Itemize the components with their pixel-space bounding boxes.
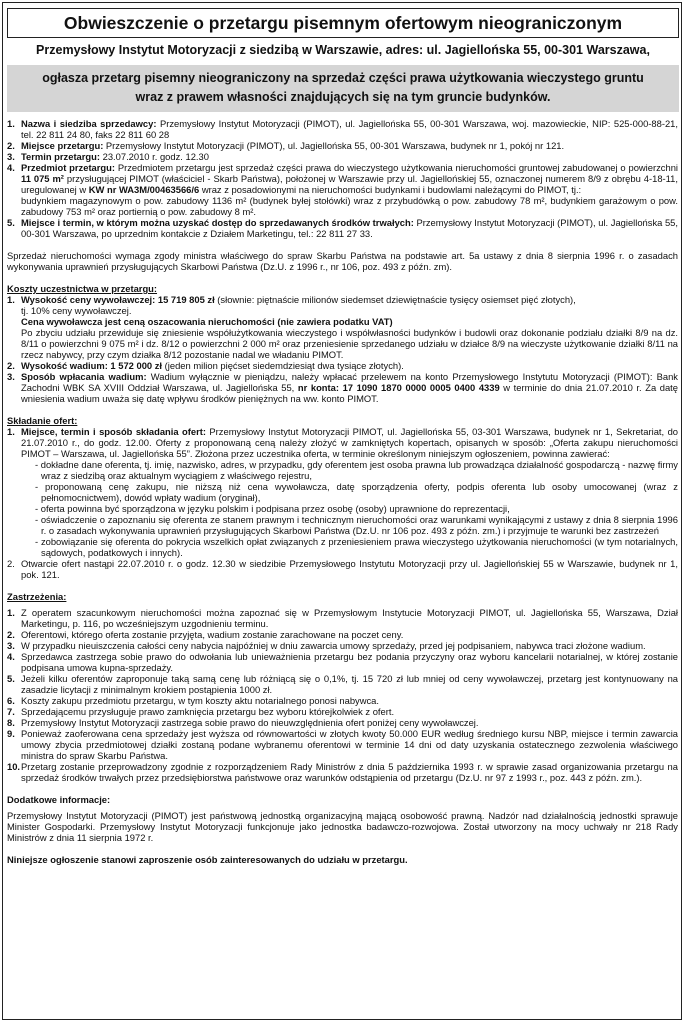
- item-number: 4.: [7, 162, 15, 173]
- intro-item-subject: [7, 162, 678, 217]
- item-label: Miejsce, termin i sposób składania ofert:: [21, 426, 206, 437]
- item-text: Wadium wyłącznie w pieniądzu, należy wpłacać przelewem na konto Przemysłowego Instytutu Motoryzacji (PIMOT): Bank Zachodni WBK SA XVIII Oddział Warszawa, ul. Jagiellońska 55,: [21, 371, 678, 393]
- item-text: W przypadku nieuiszczenia całości ceny nabycia najpóźniej w dniu zawarcia umowy sprzedaży, przed jej podpisaniem, nabywca traci złożone wadium.: [21, 640, 646, 651]
- reservation-item: [7, 717, 678, 728]
- reservation-item: [7, 651, 678, 673]
- item-number: 2.: [7, 558, 15, 569]
- offer-requirement: - zobowiązanie się oferenta do pokrycia wszelkich opłat związanych z przeniesieniem prawa wieczystego użytkowania nieruchomości (w tym notarialnych, sądowych, podatkowych i innych).: [35, 536, 678, 558]
- reservation-item: [7, 640, 678, 651]
- notice-title: Obwieszczenie o przetargu pisemnym ofertowym nieograniczonym: [7, 8, 679, 38]
- closing-statement: Niniejsze ogłoszenie stanowi zaproszenie osób zainteresowanych do udziału w przetargu.: [7, 854, 408, 865]
- buildings-description: budynkiem magazynowym o pow. zabudowy 1136 m² (budynek byłej stołówki) wraz z przybudówką o pow. zabudowy 78 m², budynkiem garażowym o pow. zabudowy 753 m² oraz portiernią o pow. zabudowy 8 m².: [21, 195, 678, 217]
- reservation-item: [7, 728, 678, 761]
- item-text: (jeden milion pięćset siedemdziesiąt dwa tysiące złotych).: [162, 360, 404, 371]
- costs-item-deposit: [7, 360, 678, 371]
- reservation-item: [7, 629, 678, 640]
- reservations-list: [7, 607, 678, 783]
- item-label: Termin przetargu:: [21, 151, 100, 162]
- item-label: Nazwa i siedziba sprzedawcy:: [21, 118, 157, 129]
- item-number: 6.: [7, 695, 15, 706]
- item-number: 3.: [7, 640, 15, 651]
- item-text: Oferentowi, którego oferta zostanie przyjęta, wadium zostanie zarachowane na poczet ceny.: [21, 629, 404, 640]
- item-number: 5.: [7, 217, 15, 228]
- costs-item-price: [7, 294, 678, 360]
- reservation-item: [7, 607, 678, 629]
- intro-item: [7, 151, 678, 162]
- costs-heading: Koszty uczestnictwa w przetargu:: [7, 283, 158, 294]
- item-number: 1.: [7, 294, 15, 305]
- item-number: 7.: [7, 706, 15, 717]
- item-text: Sprzedającemu przysługuje prawo zamknięcia przetargu bez wyboru którejkolwiek z ofert.: [21, 706, 395, 717]
- item-number: 8.: [7, 717, 15, 728]
- reservations-heading: Zastrzeżenia:: [7, 591, 67, 602]
- item-text: wraz z posadowionymi na nieruchomości budynkami i budowlami należącymi do PIMOT, tj.:: [199, 184, 582, 195]
- item-text: w terminie do dnia 21.07.2010 r. Za datę wniesienia wadium uważa się datę wpływu środków pieniężnych na ww. konto PIMOT.: [21, 382, 678, 404]
- item-label: Miejsce i termin, w którym można uzyskać dostęp do sprzedawanych środków trwałych:: [21, 217, 414, 228]
- item-number: 10.: [7, 761, 21, 772]
- costs-item-payment: [7, 371, 678, 404]
- item-number: 3.: [7, 371, 15, 382]
- item-text: Przemysłowy Instytut Motoryzacji (PIMOT), ul. Jagiellońska 55, 00-301 Warszawa, woj. mazowieckie, NIP: 525-000-88-21, tel. 22 811 24 80, faks 22 811 60 28: [21, 118, 678, 140]
- item-text: Przemysłowy Instytut Motoryzacji (PIMOT), ul. Jagiellońska 55, 00-301 Warszawa, po uprzednim kontakcie z Działem Marketingu, tel.: 22 811 27 33.: [21, 217, 678, 239]
- item-text: Otwarcie ofert nastąpi 22.07.2010 r. o godz. 12.30 w siedzibie Przemysłowego Instytutu Motoryzacji przy ul. Jagiellońskiej 55 w Warszawie, budynek nr 1, pok. 121.: [21, 558, 678, 580]
- bank-account-number: nr konta: 17 1090 1870 0000 0005 0400 4339: [297, 382, 500, 393]
- item-number: 2.: [7, 629, 15, 640]
- item-text: Ponieważ zaoferowana cena sprzedaży jest wyższa od równowartości w złotych kwoty 50.000 EUR według średniego kursu NBP, miejsce i termin zawarcia umowy zbycia przedmiotowej działki zostaną podane wybranemu oferentowi w terminie 14 dni od daty uzyskania ostatecznego zezwolenia właściwego ministra do spraw Skarbu Państwa.: [21, 728, 678, 761]
- division-description: Po zbyciu udziału przewiduje się zniesienie współużytkowania wieczystego i współwłasności budynków i budowli oraz dokonanie podziału działki 8/9 na dz. 8/11 o powierzchni 9 075 m² i dz. 8/12 o powierzchni 2 000 m² oraz przeniesienie sprzedanego udziału w działce 8/9 na wieczyste użytkowanie działki 8/11 na rzecz nabywcy, przy czym działka 8/12 pozostanie nadal we władaniu PIMOT.: [21, 327, 678, 360]
- offers-heading: Składanie ofert:: [7, 415, 78, 426]
- item-number: 1.: [7, 607, 15, 618]
- item-text: Przedmiotem przetargu jest sprzedaż części prawa do wieczystego użytkowania nieruchomości gruntowej zabudowanej o powierzchni: [115, 162, 678, 173]
- announcement-line-2: wraz z prawem własności znajdujących się na tym gruncie budynków.: [135, 90, 551, 104]
- offers-item-opening: [7, 558, 678, 580]
- item-text: Jeżeli kilku oferentów zaproponuje taką samą cenę lub różniącą się o 0,1%, tj. 15 720 zł lub mniej od ceny wywoławczej, przetarg jest kontynuowany na zasadzie licytacji z minimalnym krokiem postąpienia 1000 zł.: [21, 673, 678, 695]
- reservation-item: [7, 761, 678, 783]
- plot-area: 11 075 m²: [21, 173, 64, 184]
- item-text: Przemysłowy Instytut Motoryzacji PIMOT, ul. Jagiellońska 55, 03-301 Warszawa, budynek nr 1, Sekretariat, do 21.07.2010 r., do godz. 12.00. Oferty z proponowaną ceną należy złożyć w zamkniętych kopertach, opisanych w sposób: „Oferta zakupu nieruchomości PIMOT – Warszawa, ul. Jagiellońska 55”. Złożona przez uczestnika oferta, w terminie określonym niniejszym ogłoszeniem, powinna zawierać:: [21, 426, 678, 459]
- item-text: 23.07.2010 r. godz. 12.30: [100, 151, 209, 162]
- item-text: Przetarg zostanie przeprowadzony zgodnie z rozporządzeniem Rady Ministrów z dnia 5 października 1993 r. w sprawie zasad organizowania przetargu na sprzedaż środków trwałych przez przedsiębiorstwa państwowe oraz warunków odstąpienia od przetargu (Dz.U. nr 97 z 1993 r., poz. 443 z późn. zm.).: [21, 761, 678, 783]
- offer-requirement: - dokładne dane oferenta, tj. imię, nazwisko, adres, w przypadku, gdy oferentem jest osoba prawna lub prowadząca działalność gospodarczą - nazwę firmy wraz z siedzibą oraz aktualnym wyciągiem z właściwego rejestru,: [35, 459, 678, 481]
- item-text: Z operatem szacunkowym nieruchomości można zapoznać się w Przemysłowym Instytucie Motoryzacji PIMOT, ul. Jagiellońska 55, Warszawa, Dział Marketingu, p. 116, po wcześniejszym uzgodnieniu terminu.: [21, 607, 678, 629]
- item-number: 1.: [7, 426, 15, 437]
- intro-item-access: [7, 217, 678, 239]
- reservation-item: [7, 673, 678, 695]
- item-label: Sposób wpłacania wadium:: [21, 371, 147, 382]
- reservation-item: [7, 706, 678, 717]
- item-number: 2.: [7, 140, 15, 151]
- notice-body: [7, 118, 678, 865]
- item-text: Przemysłowy Instytut Motoryzacji zastrzega sobie prawo do nieuwzględnienia ofert poniżej ceny wywoławczej.: [21, 717, 479, 728]
- offer-requirement: - oferta powinna być sporządzona w języku polskim i podpisana przez osobę (osoby) uprawnione do reprezentacji,: [35, 503, 510, 514]
- consent-paragraph: Sprzedaż nieruchomości wymaga zgody ministra właściwego do spraw Skarbu Państwa na podstawie art. 5a ustawy z dnia 8 sierpnia 1996 r. o zasadach wykonywania uprawnień przysługujących Skarbowi Państwa (Dz.U. z 1996 r., nr 106, poz. 493 z późn. zm).: [7, 250, 678, 272]
- additional-text: Przemysłowy Instytut Motoryzacji (PIMOT) jest państwową jednostką organizacyjną mającą osobowość prawną. Nadzór nad działalnością jednostki sprawuje Minister Gospodarki. Przemysłowy Instytut Motoryzacji funkcjonuje jako jednostka badawczo-rozwojowa. Został utworzony na mocy uchwały nr 218 Rady Ministrów z dnia 11 sierpnia 1972 r.: [7, 810, 678, 843]
- intro-list: [7, 118, 678, 239]
- item-text: Koszty zakupu przedmiotu przetargu, w tym koszty aktu notarialnego ponosi nabywca.: [21, 695, 379, 706]
- item-label: Przedmiot przetargu:: [21, 162, 115, 173]
- item-number: 3.: [7, 151, 15, 162]
- deposit-amount: Wysokość wadium: 1 572 000 zł: [21, 360, 163, 371]
- institute-subtitle: Przemysłowy Instytut Motoryzacji z siedzibą w Warszawie, adres: ul. Jagiellońska 55, 00-301 Warszawa,: [36, 43, 650, 57]
- item-number: 1.: [7, 118, 15, 129]
- price-note: Cena wywoławcza jest ceną oszacowania nieruchomości (nie zawiera podatku VAT): [21, 316, 393, 327]
- reservation-item: [7, 695, 678, 706]
- costs-list: [7, 294, 678, 404]
- intro-item: [7, 118, 678, 140]
- item-label: Miejsce przetargu:: [21, 140, 104, 151]
- offer-requirement: - oświadczenie o zapoznaniu się oferenta ze stanem prawnym i technicznym nieruchomości oraz warunkami wynikającymi z ustawy z dnia 8 sierpnia 1996 r. o zasadach wykonywania uprawnień przysługujących Skarbowi Państwa (Dz.U. nr 106 poz. 493 z późn. zm.) i przyjmuje te warunki bez zastrzeżeń: [35, 514, 678, 536]
- item-text: przysługującej PIMOT (właściciel - Skarb Państwa), położonej w Warszawie przy ul. Jagiellońskiej 55, oznaczonej numerem 8/9 z obrębu 4-18-11, uregulowanej w: [21, 173, 679, 195]
- item-text: Sprzedawca zastrzega sobie prawo do odwołania lub unieważnienia przetargu bez podania przyczyny oraz wyboru kancelarii notarialnej, w której zostanie podpisana umowa kupna-sprzedaży.: [21, 651, 678, 673]
- additional-heading: Dodatkowe informacje:: [7, 794, 111, 805]
- price-in-words: (słownie: piętnaście milionów siedemset dziewiętnaście tysięcy osiemset pięć złotych),: [214, 294, 576, 305]
- vat-note: tj. 10% ceny wywoławczej.: [21, 305, 132, 316]
- item-number: 2.: [7, 360, 15, 371]
- item-number: 4.: [7, 651, 15, 662]
- item-number: 5.: [7, 673, 15, 684]
- offers-list: [7, 426, 678, 580]
- land-register-number: KW nr WA3M/00463566/6: [88, 184, 200, 195]
- announcement-line-1: ogłasza przetarg pisemny nieograniczony na sprzedaż części prawa użytkowania wieczystego gruntu: [42, 71, 644, 85]
- item-number: 9.: [7, 728, 15, 739]
- announcement-box: [7, 65, 679, 112]
- starting-price: 15 719 805 zł: [155, 294, 215, 305]
- item-text: Przemysłowy Instytut Motoryzacji (PIMOT), ul. Jagiellońska 55, 00-301 Warszawa, budynek nr 1, pokój nr 121.: [103, 140, 565, 151]
- intro-item: [7, 140, 678, 151]
- offer-requirement: - proponowaną cenę zakupu, nie niższą niż cena wywoławcza, datę sporządzenia oferty, podpis oferenta lub osoby umocowanej (wraz z pełnomocnictwem), dowód wpłaty wadium (oryginał),: [35, 481, 678, 503]
- offers-item-submission: [7, 426, 678, 558]
- item-label: Wysokość ceny wywoławczej:: [21, 294, 156, 305]
